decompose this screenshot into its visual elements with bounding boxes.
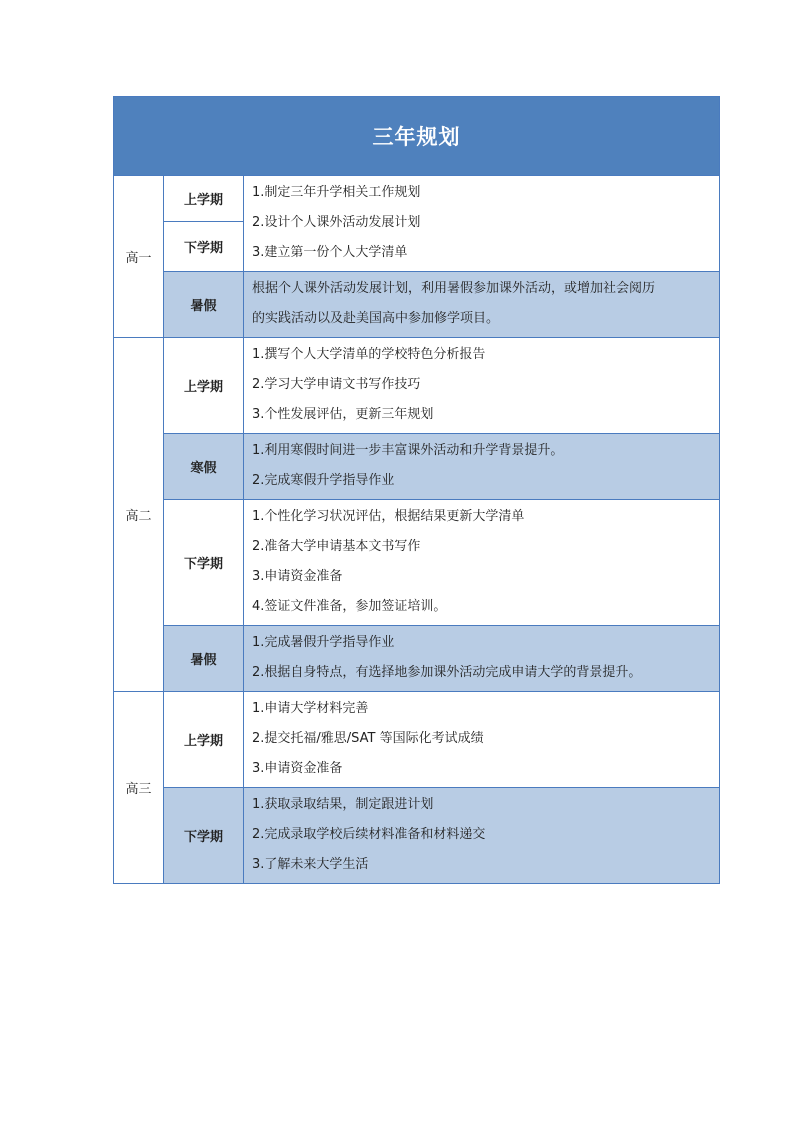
period-label: 暑假 (164, 272, 244, 338)
period-label: 寒假 (164, 434, 244, 500)
period-label: 下学期 (164, 221, 244, 271)
content-line: 3.个性发展评估，更新三年规划 (252, 407, 434, 422)
period-content (244, 692, 720, 788)
table-row (114, 692, 720, 788)
period-label: 上学期 (164, 338, 244, 434)
content-line: 2.提交托福/雅思/SAT 等国际化考试成绩 (252, 731, 484, 746)
content-line: 2.根据自身特点，有选择地参加课外活动完成申请大学的背景提升。 (252, 665, 642, 680)
table-row (114, 500, 720, 626)
table-row (114, 788, 720, 884)
plan-document (113, 96, 719, 884)
content-line: 1.获取录取结果，制定跟进计划 (252, 797, 434, 812)
period-content (244, 626, 720, 692)
period-content (244, 500, 720, 626)
content-line: 1.利用寒假时间进一步丰富课外活动和升学背景提升。 (252, 443, 564, 458)
three-year-plan-table (113, 96, 720, 884)
content-line: 1.申请大学材料完善 (252, 701, 369, 716)
content-line: 2.完成寒假升学指导作业 (252, 473, 395, 488)
period-content (244, 434, 720, 500)
content-line: 2.设计个人课外活动发展计划 (252, 215, 421, 230)
content-line: 3.申请资金准备 (252, 569, 343, 584)
table-row (114, 626, 720, 692)
grade-label: 高一 (114, 176, 164, 338)
content-line: 3.了解未来大学生活 (252, 857, 369, 872)
grade-label: 高三 (114, 692, 164, 884)
period-label: 下学期 (164, 788, 244, 884)
content-line: 1.撰写个人大学清单的学校特色分析报告 (252, 347, 486, 362)
content-line: 的实践活动以及赴美国高中参加修学项目。 (252, 311, 500, 326)
content-line: 2.完成录取学校后续材料准备和材料递交 (252, 827, 486, 842)
content-line: 1.个性化学习状况评估，根据结果更新大学清单 (252, 509, 525, 524)
period-content (244, 338, 720, 434)
period-label: 上学期 (164, 692, 244, 788)
table-row (114, 176, 720, 222)
content-line: 3.申请资金准备 (252, 761, 343, 776)
content-line: 2.学习大学申请文书写作技巧 (252, 377, 421, 392)
period-label: 暑假 (164, 626, 244, 692)
table-row (114, 338, 720, 434)
table-row (114, 272, 720, 338)
content-line: 1.完成暑假升学指导作业 (252, 635, 395, 650)
period-content (244, 176, 720, 272)
content-line: 1.制定三年升学相关工作规划 (252, 185, 421, 200)
grade-label: 高二 (114, 338, 164, 692)
content-line: 根据个人课外活动发展计划，利用暑假参加课外活动，或增加社会阅历 (252, 281, 656, 296)
table-row (114, 434, 720, 500)
title-row (114, 97, 720, 176)
table-title: 三年规划 (114, 97, 720, 176)
period-content (244, 788, 720, 884)
content-line: 2.准备大学申请基本文书写作 (252, 539, 421, 554)
period-label: 上学期 (164, 176, 244, 222)
period-label: 下学期 (164, 500, 244, 626)
content-line: 3.建立第一份个人大学清单 (252, 245, 408, 260)
content-line: 4.签证文件准备，参加签证培训。 (252, 599, 447, 614)
period-content (244, 272, 720, 338)
